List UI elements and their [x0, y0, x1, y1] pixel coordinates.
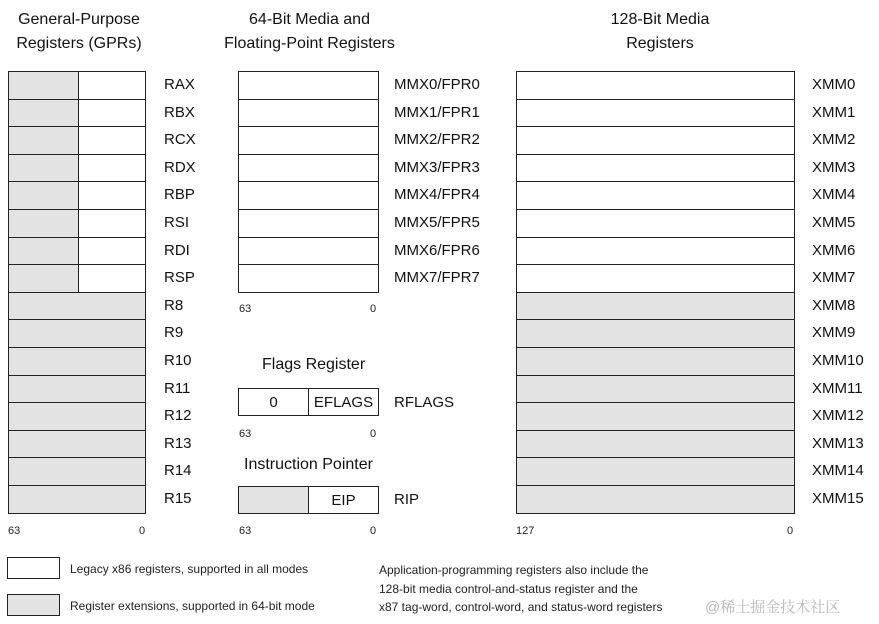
register-label: XMM1	[812, 103, 856, 121]
register-upper-half	[9, 238, 79, 265]
eflags-lower-half: EFLAGS	[313, 393, 374, 411]
register-label: XMM7	[812, 269, 856, 287]
xmm-heading-line-1: 128-Bit Media	[610, 11, 710, 28]
register-xmm5	[516, 209, 795, 238]
register-upper-half	[9, 182, 79, 209]
xmm-heading-line-2: Registers	[626, 35, 694, 52]
register-label: MMX3/FPR3	[394, 158, 480, 176]
register-mmx7-fpr7	[238, 264, 379, 293]
mmx-bit-high: 63	[239, 303, 252, 315]
register-upper-half	[9, 100, 79, 127]
legend-legacy-swatch	[7, 557, 60, 579]
register-label: R8	[164, 296, 184, 314]
register-label: R14	[164, 462, 192, 480]
register-xmm3	[516, 154, 795, 183]
register-xmm4	[516, 181, 795, 210]
mmx-heading	[212, 8, 407, 56]
register-label: R11	[164, 379, 191, 397]
note-line-2: 128-bit media control-and-status register and the	[379, 582, 638, 596]
register-label: XMM12	[812, 407, 864, 425]
gpr-heading	[4, 8, 154, 56]
legend-extension-swatch	[7, 594, 60, 616]
register-label: MMX2/FPR2	[394, 131, 480, 149]
register-r9	[8, 319, 146, 348]
gpr-heading-line-2: Registers (GPRs)	[16, 35, 142, 52]
register-xmm1	[516, 99, 795, 128]
register-label: R12	[164, 407, 192, 425]
register-xmm7	[516, 264, 795, 293]
flags-bit-low: 0	[370, 428, 377, 440]
register-upper-half	[9, 127, 79, 154]
register-r8	[8, 292, 146, 321]
rflags-register	[238, 388, 379, 416]
register-label: MMX0/FPR0	[394, 76, 480, 93]
register-label: MMX4/FPR4	[394, 186, 480, 204]
register-xmm2	[516, 126, 795, 155]
register-xmm12	[516, 402, 795, 431]
gpr-heading-line-1: General-Purpose	[18, 11, 140, 28]
legend-extension-text: Register extensions, supported in 64-bit mode	[70, 599, 315, 613]
register-label: XMM5	[812, 214, 856, 231]
register-r12	[8, 402, 146, 431]
mmx-bit-low: 0	[370, 303, 377, 315]
register-rbx	[8, 99, 146, 128]
register-xmm0	[516, 71, 795, 100]
xmm-heading	[560, 8, 760, 56]
ip-heading: Instruction Pointer	[244, 456, 373, 473]
register-label: RDI	[164, 241, 190, 259]
register-label: MMX5/FPR5	[394, 214, 480, 231]
rip-register	[238, 486, 379, 514]
register-label: XMM6	[812, 241, 856, 259]
register-r13	[8, 430, 146, 459]
flags-heading: Flags Register	[262, 356, 366, 373]
register-label: RDX	[164, 158, 196, 176]
register-xmm10	[516, 347, 795, 376]
register-label: XMM4	[812, 186, 856, 204]
register-label: XMM10	[812, 352, 864, 369]
register-label: RSI	[164, 214, 190, 231]
register-label: XMM13	[812, 434, 864, 452]
register-label: R15	[164, 490, 192, 507]
register-label: RBX	[164, 103, 195, 121]
register-r11	[8, 375, 146, 404]
register-xmm13	[516, 430, 795, 459]
register-rbp	[8, 181, 146, 210]
xmm-bit-high: 127	[516, 525, 535, 537]
register-xmm15	[516, 485, 795, 514]
register-label: R13	[164, 434, 192, 452]
register-label: RCX	[164, 131, 196, 149]
xmm-bit-low: 0	[787, 525, 794, 537]
ip-bit-low: 0	[370, 525, 377, 537]
register-r10	[8, 347, 146, 376]
rflags-label: RFLAGS	[394, 394, 455, 411]
register-label: XMM11	[812, 379, 863, 397]
register-xmm8	[516, 292, 795, 321]
legend-legacy-text: Legacy x86 registers, supported in all modes	[70, 562, 309, 576]
register-xmm9	[516, 319, 795, 348]
gpr-bit-low: 0	[139, 525, 146, 537]
gpr-bit-high: 63	[8, 525, 21, 537]
register-rsi	[8, 209, 146, 238]
register-label: R9	[164, 324, 184, 342]
register-label: RSP	[164, 269, 195, 287]
register-mmx5-fpr5	[238, 209, 379, 238]
register-label: MMX1/FPR1	[394, 103, 480, 121]
register-label: XMM8	[812, 296, 856, 314]
watermark: @稀土掘金技术社区	[705, 599, 841, 616]
note-line-3: x87 tag-word, control-word, and status-word registers	[379, 600, 663, 614]
register-rax	[8, 71, 146, 100]
note-line-1: Application-programming registers also include the	[379, 563, 649, 577]
register-label: MMX7/FPR7	[394, 269, 480, 287]
register-rdi	[8, 237, 146, 266]
register-label: XMM15	[812, 490, 864, 507]
register-label: XMM14	[812, 462, 864, 480]
register-label: XMM9	[812, 324, 856, 342]
register-xmm6	[516, 237, 795, 266]
register-label: MMX6/FPR6	[394, 241, 480, 259]
register-label: RAX	[164, 76, 195, 93]
register-r14	[8, 457, 146, 486]
mmx-heading-line-1: 64-Bit Media and	[249, 11, 370, 28]
mmx-heading-line-2: Floating-Point Registers	[224, 35, 395, 52]
rflags-upper-half: 0	[239, 389, 309, 415]
flags-bit-high: 63	[239, 428, 252, 440]
register-upper-half	[9, 210, 79, 237]
register-label: XMM2	[812, 131, 856, 149]
register-rcx	[8, 126, 146, 155]
register-upper-half	[9, 72, 79, 99]
register-rsp	[8, 264, 146, 293]
register-mmx0-fpr0	[238, 71, 379, 100]
register-mmx1-fpr1	[238, 99, 379, 128]
register-upper-half	[9, 265, 79, 292]
register-mmx4-fpr4	[238, 181, 379, 210]
ip-bit-high: 63	[239, 525, 252, 537]
register-label: XMM3	[812, 158, 856, 176]
register-xmm14	[516, 457, 795, 486]
register-label: R10	[164, 352, 192, 369]
register-mmx2-fpr2	[238, 126, 379, 155]
register-xmm11	[516, 375, 795, 404]
rip-label: RIP	[394, 491, 420, 508]
register-upper-half	[9, 155, 79, 182]
register-label: XMM0	[812, 76, 856, 93]
rip-upper-half	[239, 487, 309, 513]
register-label: RBP	[164, 186, 195, 204]
register-rdx	[8, 154, 146, 183]
register-mmx3-fpr3	[238, 154, 379, 183]
register-mmx6-fpr6	[238, 237, 379, 266]
register-r15	[8, 485, 146, 514]
eip-lower-half: EIP	[331, 491, 356, 509]
